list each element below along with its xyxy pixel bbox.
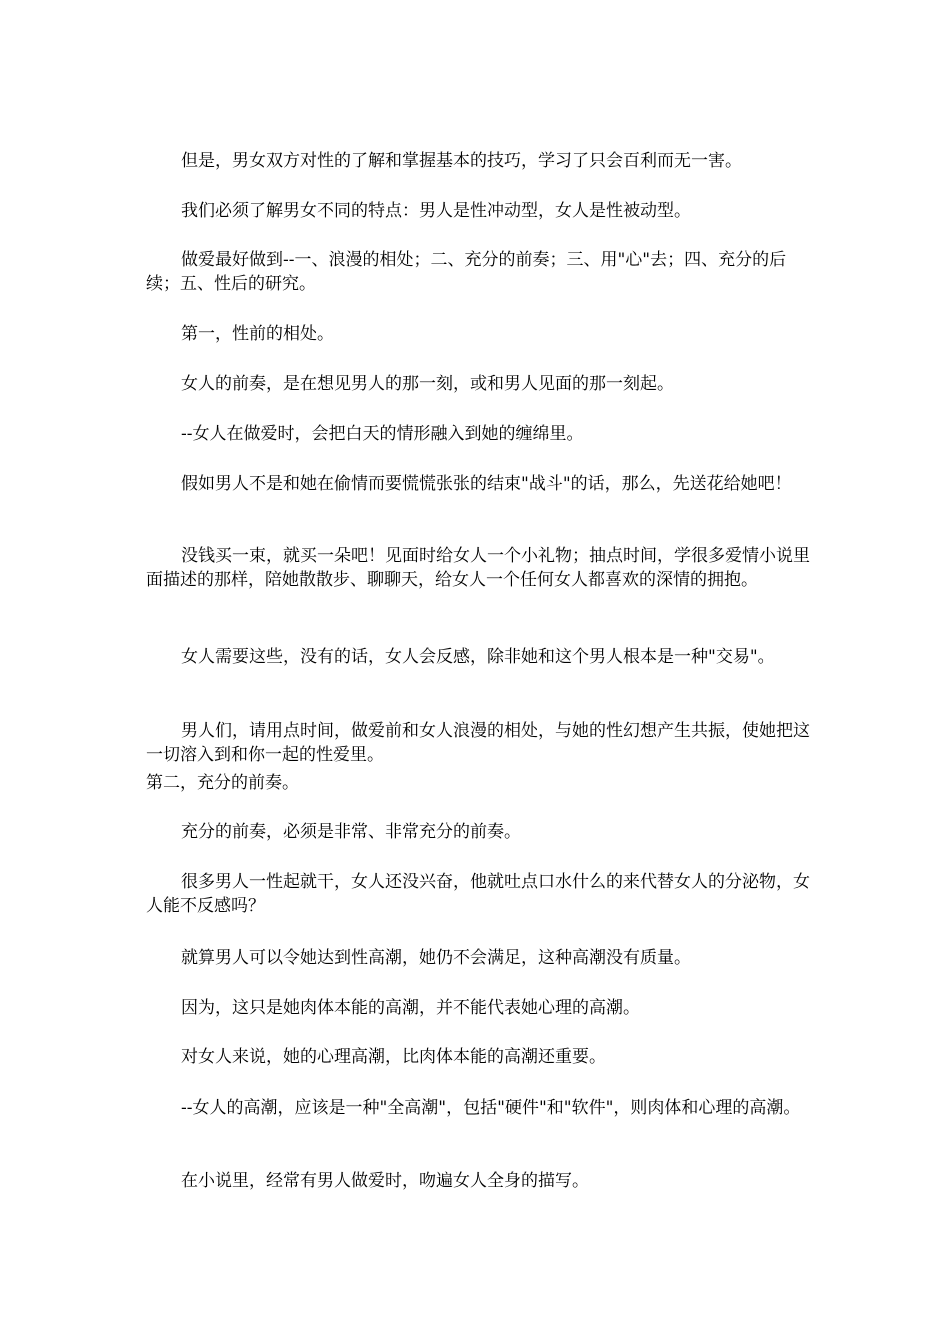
paragraph: 充分的前奏，必须是非常、非常充分的前奏。 — [181, 822, 521, 842]
paragraph: 做爱最好做到--一、浪漫的相处；二、充分的前奏；三、用"心"去；四、充分的后续；五、性后的研究。 — [146, 250, 787, 294]
paragraph: 我们必须了解男女不同的特点：男人是性冲动型，女人是性被动型。 — [181, 201, 691, 221]
paragraph: --女人在做爱时，会把白天的情形融入到她的缠绵里。 — [181, 424, 584, 444]
paragraph: 很多男人一性起就干，女人还没兴奋，他就吐点口水什么的来代替女人的分泌物，女人能不反感吗？ — [146, 872, 810, 916]
section-heading: 第一，性前的相处。 — [181, 324, 334, 344]
paragraph: 女人需要这些，没有的话，女人会反感，除非她和这个男人根本是一种"交易"。 — [181, 647, 775, 667]
paragraph: 没钱买一束，就买一朵吧！见面时给女人一个小礼物；抽点时间，学很多爱情小说里面描述的那样，陪她散散步、聊聊天，给女人一个任何女人都喜欢的深情的拥抱。 — [146, 546, 810, 590]
paragraph: 假如男人不是和她在偷情而要慌慌张张的结束"战斗"的话，那么，先送花给她吧！ — [181, 474, 792, 494]
paragraph: 女人的前奏，是在想见男人的那一刻，或和男人见面的那一刻起。 — [181, 374, 674, 394]
paragraph: 但是，男女双方对性的了解和掌握基本的技巧，学习了只会百利而无一害。 — [181, 151, 742, 171]
paragraph: 男人们，请用点时间，做爱前和女人浪漫的相处，与她的性幻想产生共振，使她把这一切溶入到和你一起的性爱里。 — [146, 721, 810, 765]
paragraph: --女人的高潮，应该是一种"全高潮"，包括"硬件"和"软件"，则肉体和心理的高潮。 — [181, 1098, 801, 1118]
section-heading: 第二，充分的前奏。 — [146, 773, 299, 793]
paragraph: 在小说里，经常有男人做爱时，吻遍女人全身的描写。 — [181, 1171, 589, 1191]
paragraph: 因为，这只是她肉体本能的高潮，并不能代表她心理的高潮。 — [181, 998, 640, 1018]
paragraph: 就算男人可以令她达到性高潮，她仍不会满足，这种高潮没有质量。 — [181, 948, 691, 968]
paragraph: 对女人来说，她的心理高潮，比肉体本能的高潮还重要。 — [181, 1047, 606, 1067]
